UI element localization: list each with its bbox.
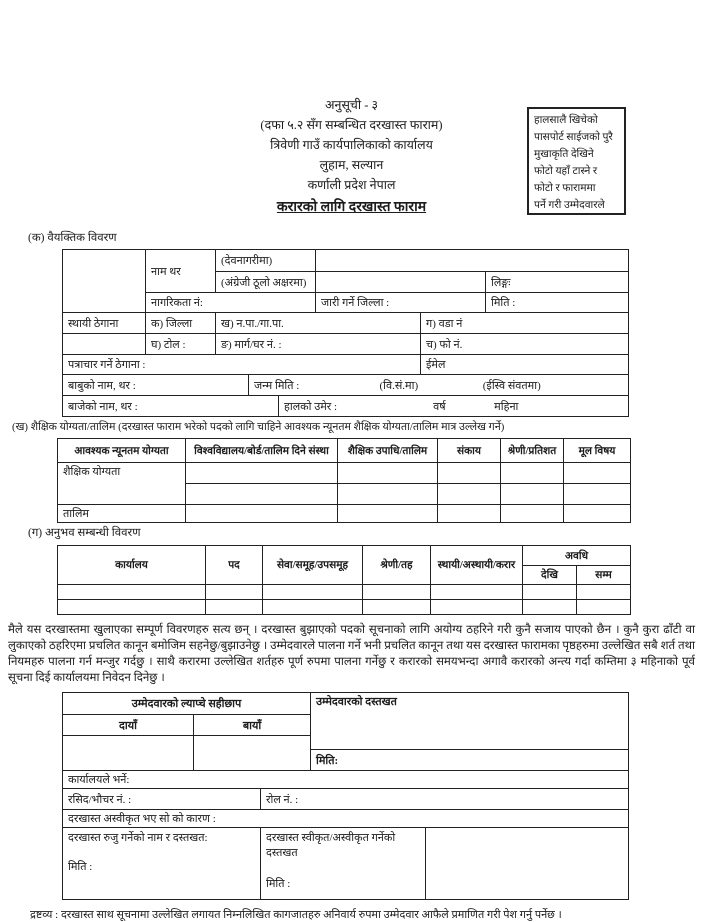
- birth-date-ad-label: (ईस्वि संवतमा): [482, 379, 541, 392]
- email-cell: ईमेल: [421, 355, 629, 375]
- blank-cell: [338, 505, 438, 523]
- experience-header-service-group: सेवा/समूह/उपसमूह: [263, 546, 363, 585]
- education-table: [57, 438, 631, 523]
- blank-cell: [186, 484, 338, 505]
- photo-instruction-line: पासपोर्ट साईजको पुरै: [534, 132, 613, 143]
- ward-no-cell: ग) वडा नं: [421, 313, 629, 334]
- district-cell: क) जिल्ला: [146, 313, 216, 334]
- signature-date-cell: मिति:: [311, 750, 629, 771]
- blank-corner-cell: [63, 250, 146, 313]
- birth-date-label: जन्म मिति :: [254, 379, 300, 392]
- age-years-label: वर्ष: [433, 400, 446, 413]
- photo-instruction-box: [527, 107, 626, 215]
- blank-cell: [501, 484, 564, 505]
- thumbprint-title-cell: उम्मेदवारको ल्याप्चे सहीछाप: [63, 693, 311, 715]
- declaration-paragraph: मैले यस दरखास्तमा खुलाएका सम्पूर्ण विवरणहरु सत्य छन् । दरखास्त बुझाएको पदको सूचनाको लागि अयोग्य ठहरिने गरी कुनै सजाय पाएको छैन । कुनै कुरा ढाँटी वा लुकाएको ठहरिएमा प्रचलित कानून बमोजिम सहनेछु/बुझाउनेछु । उम्मेदवारले पालना गर्ने भनी प्रचलित कानून तथा यस दरखास्त फारामका पृष्ठहरुमा उल्लेखित सबै शर्त तथा नियमहरु पालना गर्न मन्जुर गर्दछु । साथै करारमा उल्लेखित शर्तहरु पूर्ण रुपमा पालना गर्नेछु र करारको समयभन्दा अगावै करारको अन्त्य गर्दा कम्तिमा ३ महिनाको पूर्व सूचना दिई कार्यालयमा निवेदन दिनेछु ।: [8, 623, 695, 684]
- blank-cell: [438, 505, 501, 523]
- personal-details-table: [62, 249, 629, 375]
- experience-header-to: सम्म: [577, 566, 631, 585]
- blank-cell: [206, 600, 263, 615]
- devanagari-label-cell: (देवनागरीमा): [216, 250, 316, 272]
- father-name-cell: बाबुको नाम, थर :: [63, 375, 249, 396]
- experience-header-status: स्थायी/अस्थायी/करार: [431, 546, 523, 585]
- birth-date-cell: [249, 375, 629, 396]
- province-line: कर्णाली प्रदेश नेपाल: [307, 178, 396, 192]
- birth-date-bs-label: (वि.सं.मा): [379, 379, 419, 392]
- signature-table: [62, 692, 629, 771]
- blank-cell: [263, 600, 363, 615]
- blank-cell: [501, 505, 564, 523]
- section-a-label: (क) वैयक्तिक विवरण: [28, 232, 117, 244]
- footnote: द्रष्टव्य : दरखास्त साथ सूचनामा उल्लेखित लगायत निम्नलिखित कागजातहरु अनिवार्य रुपमा उम्मेदवार आफैले प्रमाणित गरी पेश गर्नु पर्नेछ ।: [30, 909, 562, 921]
- experience-header-period: अवधि: [523, 546, 631, 566]
- municipality-cell: ख) न.पा./गा.पा.: [216, 313, 421, 334]
- receipt-no-cell: रसिद/भौचर नं. :: [63, 789, 261, 810]
- current-age-label: हालको उमेर :: [284, 400, 338, 413]
- photo-instruction-line: मुखाकृति देखिने: [534, 149, 594, 160]
- approver-date-label: मिति :: [266, 878, 291, 890]
- education-header-division: श्रेणी/प्रतिशत: [501, 439, 564, 463]
- education-header-faculty: संकाय: [438, 439, 501, 463]
- citizenship-date-cell: मिति :: [486, 293, 629, 313]
- section-b-label: (ख) शैक्षिक योग्यता/तालिम (दरखास्त फाराम भरेको पदको लागि चाहिने आवश्यक न्यूनतम शैक्षिक योग्यता/तालिम मात्र उल्लेख गर्ने): [12, 421, 505, 433]
- form-title: करारको लागि दरखास्त फाराम: [276, 200, 427, 215]
- photo-instruction-line: फोटो र फाराममा: [534, 183, 596, 194]
- photo-instruction-line: फोटो यहाँ टास्ने र: [534, 166, 598, 177]
- clause-line: (दफा ५.२ सँग सम्बन्धित दरखास्त फाराम): [260, 118, 443, 132]
- issuing-district-cell: जारी गर्ने जिल्ला :: [316, 293, 486, 313]
- photo-instruction-line: हालसालै खिचेको: [534, 115, 598, 126]
- approver-cell: [261, 828, 426, 900]
- blank-cell: [186, 463, 338, 484]
- blank-cell: [338, 463, 438, 484]
- left-thumb-header: बायाँ: [194, 715, 311, 736]
- grandfather-name-cell: बाजेको नाम, थर :: [63, 396, 279, 417]
- name-devanagari-input-cell: [316, 250, 629, 272]
- blank-cell: [426, 828, 629, 900]
- office-name-line: त्रिवेणी गाउँ कार्यपालिकाको कार्यालय: [270, 138, 433, 152]
- rejection-reason-cell: दरखास्त अस्वीकृत भए सो को कारण :: [63, 810, 629, 828]
- blank-cell: [363, 600, 431, 615]
- verifier-label: दरखास्त रुजु गर्नेको नाम र दस्तखत:: [68, 832, 208, 844]
- tole-cell: घ) टोल :: [146, 334, 216, 355]
- name-english-input-cell: [316, 272, 486, 293]
- gender-label-cell: लिङ्गः: [486, 272, 629, 293]
- education-header-institution: विश्वविद्यालय/बोर्ड/तालिम दिने संस्था: [186, 439, 338, 463]
- left-thumb-box: [194, 736, 311, 771]
- approver-label-line1: दरखास्त स्वीकृत/अस्वीकृत गर्नेको: [266, 832, 396, 844]
- phone-no-cell: च) फो नं.: [421, 334, 629, 355]
- experience-table: [57, 545, 631, 615]
- experience-header-office: कार्यालय: [58, 546, 206, 585]
- office-use-title-cell: कार्यालयले भर्ने:: [63, 771, 629, 789]
- age-months-label: महिना: [494, 400, 519, 413]
- office-address-line: लुहाम, सल्यान: [319, 158, 384, 172]
- blank-cell: [263, 585, 363, 600]
- education-header-qualification: आवश्यक न्यूनतम योग्यता: [58, 439, 186, 463]
- blank-cell: [438, 463, 501, 484]
- blank-cell: [206, 585, 263, 600]
- blank-cell: [564, 463, 631, 484]
- blank-cell: [523, 600, 577, 615]
- blank-cell: [63, 334, 146, 355]
- right-thumb-box: [63, 736, 194, 771]
- blank-cell: [564, 505, 631, 523]
- father-name-row: [62, 374, 629, 396]
- education-header-subject: मूल विषय: [564, 439, 631, 463]
- blank-cell: [564, 484, 631, 505]
- photo-instruction-line: पर्ने गरी उम्मेदवारले: [534, 200, 605, 211]
- education-row-label: शैक्षिक योग्यता: [58, 463, 186, 505]
- blank-cell: [431, 585, 523, 600]
- permanent-address-label-cell: स्थायी ठेगाना: [63, 313, 146, 334]
- approver-label-line2: दस्तखत: [266, 847, 298, 859]
- office-use-table: [62, 770, 629, 900]
- section-c-label: (ग) अनुभव सम्बन्धी विवरण: [28, 527, 141, 539]
- grandfather-name-row: [62, 395, 629, 417]
- blank-cell: [186, 505, 338, 523]
- training-row-label: तालिम: [58, 505, 186, 523]
- signature-title-cell: उम्मेदवारको दस्तखत: [311, 693, 629, 750]
- verifier-date-label: मिति :: [68, 861, 93, 873]
- blank-cell: [431, 600, 523, 615]
- blank-cell: [523, 585, 577, 600]
- blank-cell: [338, 484, 438, 505]
- right-thumb-header: दायाँ: [63, 715, 194, 736]
- experience-header-post: पद: [206, 546, 263, 585]
- blank-cell: [58, 585, 206, 600]
- current-age-cell: [279, 396, 629, 417]
- experience-header-level: श्रेणी/तह: [363, 546, 431, 585]
- blank-cell: [58, 600, 206, 615]
- street-house-no-cell: ङ) मार्ग/घर नं. :: [216, 334, 421, 355]
- name-label-cell: नाम थर: [146, 250, 216, 293]
- roll-no-cell: रोल नं. :: [261, 789, 629, 810]
- verifier-cell: [63, 828, 261, 900]
- blank-cell: [363, 585, 431, 600]
- mailing-address-cell: पत्राचार गर्ने ठेगाना :: [63, 355, 421, 375]
- blank-cell: [577, 600, 631, 615]
- blank-cell: [438, 484, 501, 505]
- experience-header-from: देखि: [523, 566, 577, 585]
- blank-cell: [501, 463, 564, 484]
- education-header-degree: शैक्षिक उपाधि/तालिम: [338, 439, 438, 463]
- annex-line: अनुसूची - ३: [324, 98, 379, 112]
- citizenship-no-cell: नागरिकता नं:: [146, 293, 316, 313]
- blank-cell: [577, 585, 631, 600]
- english-caps-label-cell: (अंग्रेजी ठूलो अक्षरमा): [216, 272, 316, 293]
